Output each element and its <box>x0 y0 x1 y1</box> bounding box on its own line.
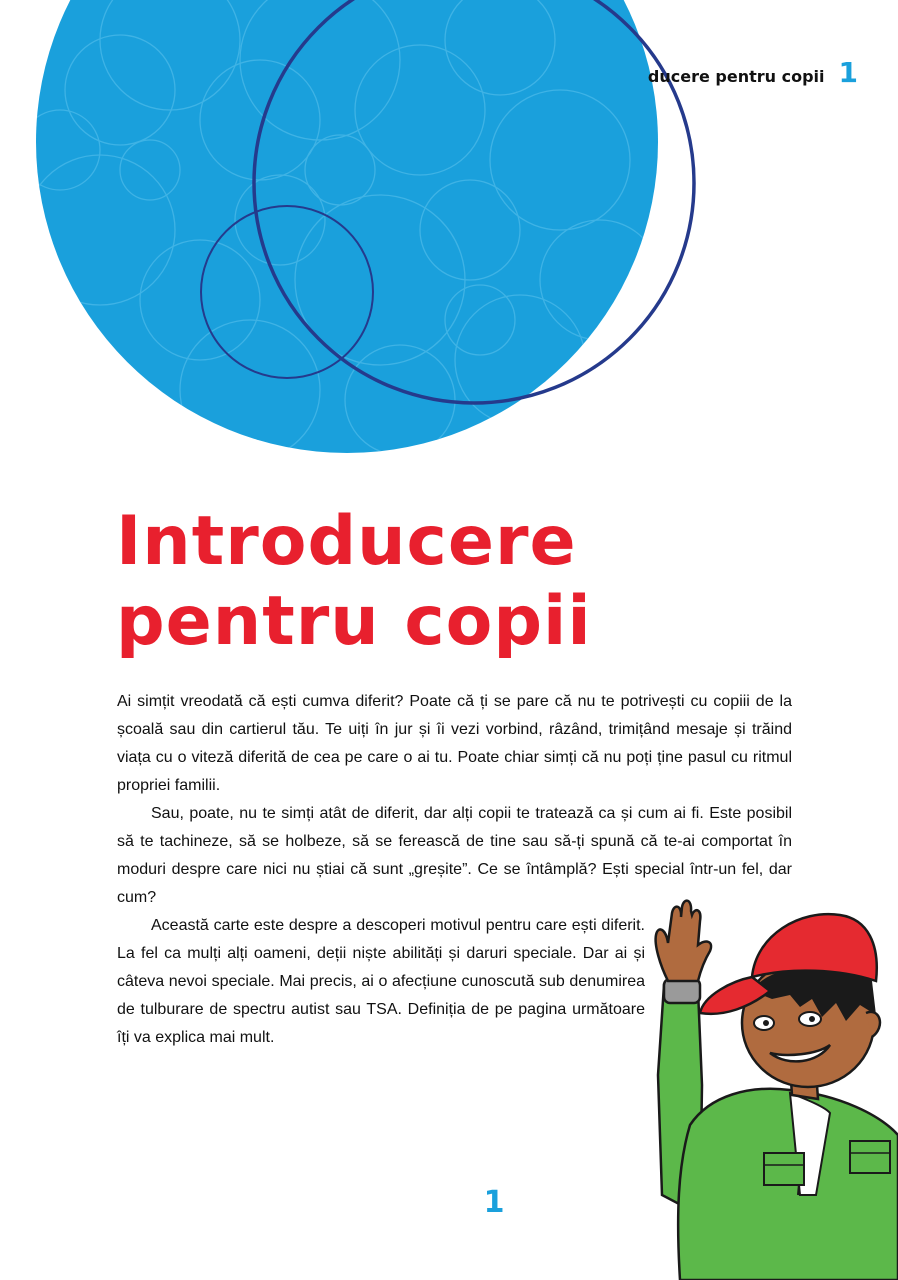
page-number: 1 <box>483 1185 505 1220</box>
chapter-title: Introducere pentru copii <box>116 502 592 661</box>
running-header-page-number: 1 <box>838 56 858 89</box>
running-header <box>647 56 858 89</box>
waving-boy-illustration <box>640 895 898 1280</box>
running-header-title: ducere pentru copii <box>647 67 825 86</box>
paragraph-2: Sau, poate, nu te simți atât de diferit, dar alți copii te tratează ca și cum ai fi. Este posibil să te tachineze, să se holbeze, să se ferească de tine sau să-ți spună că te-ai comportat în moduri despre care nici nu știai că sunt „greșite”. Ce se întâmplă? Ești special într-un fel, dar cum? <box>117 805 792 906</box>
paragraph-1: Ai simțit vreodată că ești cumva diferit? Poate că ți se pare că nu te potrivești cu copiii de la școală sau din cartierul tău. Te uiți în jur și îi vezi vorbind, râzând, trimițând mesaje și trăind viața cu o viteză diferită de cea pe care o ai tu. Poate chiar simți că nu poți ține pasul cu ritmul propriei familii. <box>117 693 792 794</box>
paragraph-3: Această carte este despre a descoperi motivul pentru care ești diferit. La fel ca mulți alți oameni, deții niște abilități și daruri speciale. Dar ai și câteva nevoi speciale. Mai precis, ai o afecțiune cunoscută sub denumirea de tulburare de spectru autist sau TSA. Definiția de pe pagina următoare îți va explica mai mult. <box>117 917 645 1046</box>
